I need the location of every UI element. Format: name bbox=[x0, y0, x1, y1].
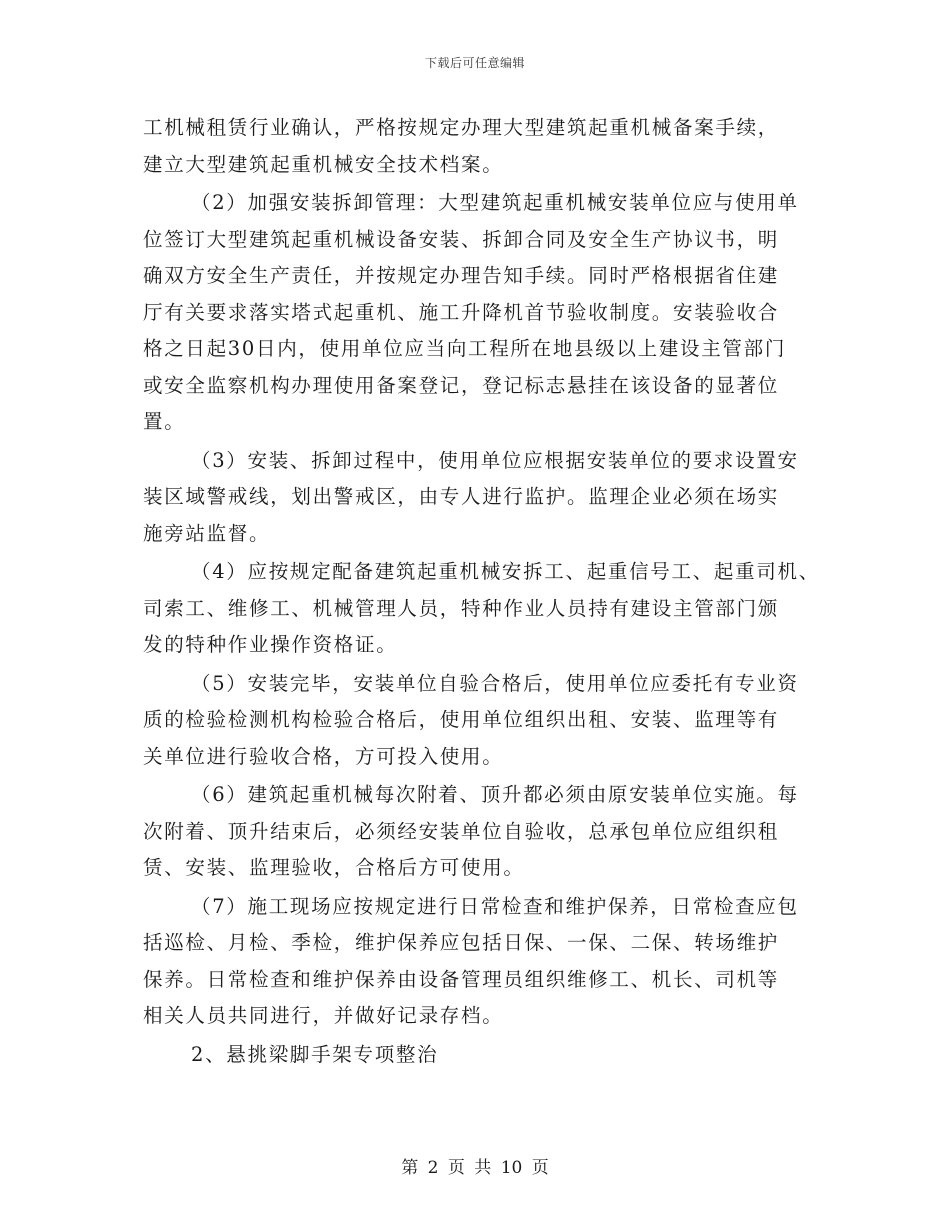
paragraph-line: 工机械租赁行业确认，严格按规定办理大型建筑起重机械备案手续， bbox=[143, 116, 780, 139]
page-header-note: 下载后可任意编辑 bbox=[424, 56, 525, 70]
paragraph-line: 装区域警戒线，划出警戒区，由专人进行监护。监理企业必须在场实 bbox=[143, 485, 780, 508]
paragraph-line: 保养。日常检查和维护保养由设备管理员组织维修工、机长、司机等 bbox=[143, 967, 780, 991]
paragraph-line: 确双方安全生产责任，并按规定办理告知手续。同时严格根据省住建 bbox=[143, 264, 780, 287]
paragraph-line: 司索工、维修工、机械管理人员，特种作业人员持有建设主管部门颁 bbox=[143, 596, 780, 620]
paragraph-line: 施旁站监督。 bbox=[143, 521, 271, 545]
paragraph-line: 厅有关要求落实塔式起重机、施工升降机首节验收制度。安装验收合 bbox=[143, 300, 780, 324]
paragraph-line: 相关人员共同进行，并做好记录存档。 bbox=[143, 1004, 504, 1027]
paragraph-line: 质的检验检测机构检验合格后，使用单位组织出租、安装、监理等有 bbox=[143, 708, 780, 731]
paragraph-line: 发的特种作业操作资格证。 bbox=[143, 633, 398, 656]
paragraph-line: 格之日起30日内，使用单位应当向工程所在地县级以上建设主管部门 bbox=[143, 337, 787, 360]
paragraph-line: （2）加强安装拆卸管理：大型建筑起重机械安装单位应与使用单 bbox=[191, 191, 799, 214]
section-heading: 2、悬挑梁脚手架专项整治 bbox=[191, 1042, 439, 1066]
paragraph-line: 次附着、顶升结束后，必须经安装单位自验收，总承包单位应组织租 bbox=[143, 819, 780, 843]
paragraph-line: 括巡检、月检、季检，维护保养应包括日保、一保、二保、转场维护 bbox=[143, 931, 780, 954]
paragraph-line: （4）应按规定配备建筑起重机械安拆工、起重信号工、起重司机、 bbox=[191, 560, 820, 583]
paragraph-line: （6）建筑起重机械每次附着、顶升都必须由原安装单位实施。每 bbox=[191, 783, 799, 806]
paragraph-line: 建立大型建筑起重机械安全技术档案。 bbox=[143, 152, 504, 176]
paragraph-line: （5）安装完毕，安装单位自验合格后，使用单位应委托有专业资 bbox=[191, 671, 799, 695]
paragraph-line: 或安全监察机构办理使用备案登记，登记标志悬挂在该设备的显著位 bbox=[143, 373, 780, 397]
paragraph-line: （3）安装、拆卸过程中，使用单位应根据安装单位的要求设置安 bbox=[191, 448, 799, 472]
paragraph-line: 关单位进行验收合格，方可投入使用。 bbox=[143, 744, 504, 768]
page-number-footer: 第 2 页 共 10 页 bbox=[401, 1158, 549, 1178]
paragraph-line: 赁、安装、监理验收，合格后方可使用。 bbox=[143, 856, 525, 879]
paragraph-line: 置。 bbox=[143, 410, 186, 433]
paragraph-line: 位签订大型建筑起重机械设备安装、拆卸合同及安全生产协议书，明 bbox=[143, 227, 780, 251]
paragraph-line: （7）施工现场应按规定进行日常检查和维护保养，日常检查应包 bbox=[191, 894, 799, 918]
document-body bbox=[143, 110, 820, 1073]
